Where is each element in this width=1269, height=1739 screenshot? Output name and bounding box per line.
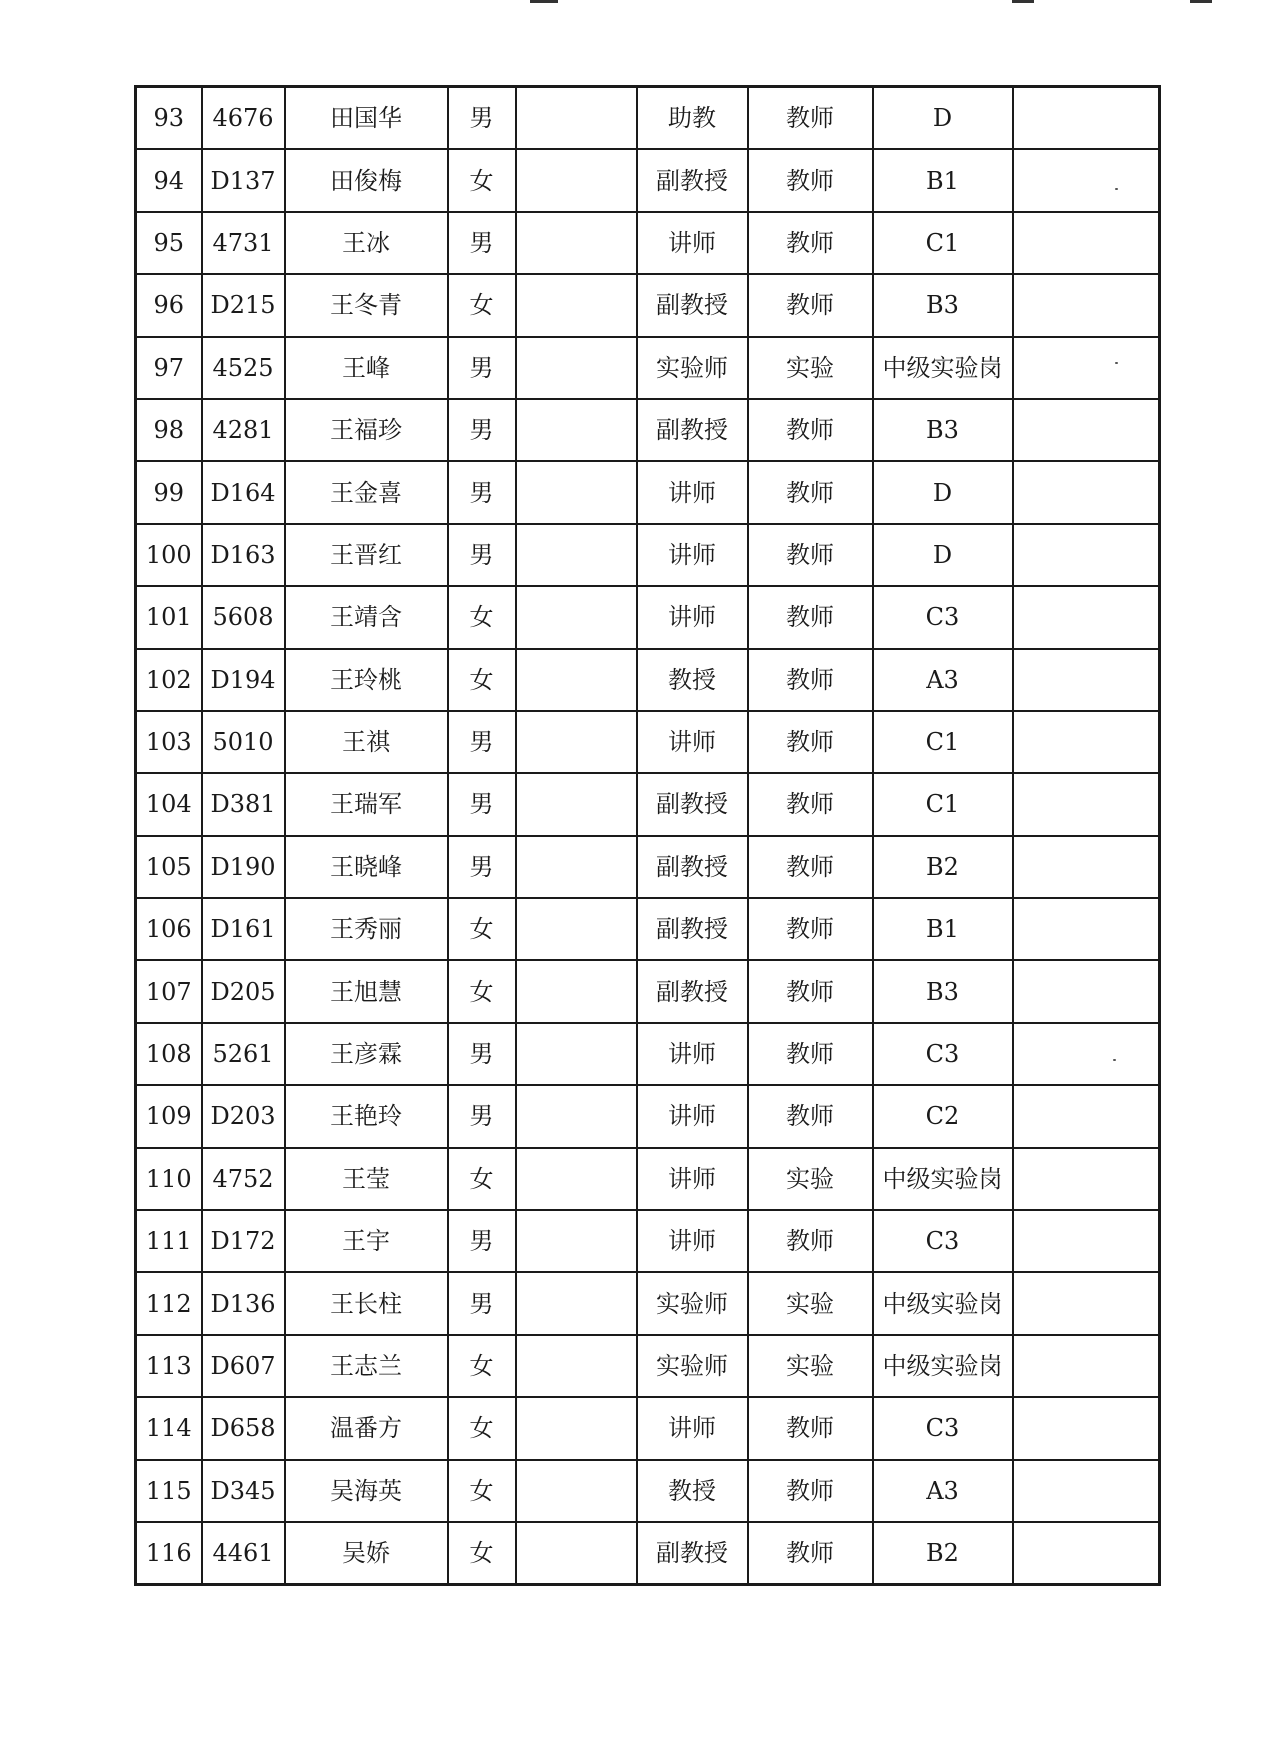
cell-remark	[1013, 586, 1160, 648]
cell-gender: 男	[448, 524, 516, 586]
cell-staff-id: D137	[202, 149, 285, 211]
cell-blank	[516, 649, 637, 711]
cell-post-grade: C1	[873, 711, 1013, 773]
cell-gender: 男	[448, 212, 516, 274]
cell-staff-id: 4525	[202, 337, 285, 399]
cell-remark	[1013, 898, 1160, 960]
cell-remark	[1013, 1335, 1160, 1397]
cell-post-grade: A3	[873, 649, 1013, 711]
staff-roster-table	[134, 85, 1161, 1586]
cell-professional-title: 副教授	[637, 836, 748, 898]
cell-serial-number: 116	[136, 1522, 202, 1585]
cell-post-grade: D	[873, 524, 1013, 586]
cell-post-grade: C3	[873, 1023, 1013, 1085]
cell-serial-number: 112	[136, 1272, 202, 1334]
cell-name: 王祺	[285, 711, 448, 773]
cell-gender: 男	[448, 1085, 516, 1147]
cell-post-category: 教师	[748, 274, 873, 336]
cell-serial-number: 105	[136, 836, 202, 898]
cell-professional-title: 讲师	[637, 1210, 748, 1272]
cell-blank	[516, 149, 637, 211]
cell-staff-id: D161	[202, 898, 285, 960]
cell-name: 田国华	[285, 87, 448, 150]
cell-serial-number: 97	[136, 337, 202, 399]
cell-gender: 男	[448, 711, 516, 773]
cell-serial-number: 106	[136, 898, 202, 960]
cell-post-grade: A3	[873, 1460, 1013, 1522]
cell-name: 吴娇	[285, 1522, 448, 1585]
cell-professional-title: 副教授	[637, 399, 748, 461]
cell-post-category: 教师	[748, 586, 873, 648]
cell-blank	[516, 524, 637, 586]
table-row	[136, 87, 1160, 150]
table-row	[136, 1272, 1160, 1334]
cell-staff-id: D215	[202, 274, 285, 336]
cell-name: 王秀丽	[285, 898, 448, 960]
cell-serial-number: 111	[136, 1210, 202, 1272]
cell-serial-number: 99	[136, 461, 202, 523]
cell-staff-id: 4281	[202, 399, 285, 461]
cell-professional-title: 副教授	[637, 149, 748, 211]
cell-remark	[1013, 649, 1160, 711]
table-row	[136, 836, 1160, 898]
cell-blank	[516, 1085, 637, 1147]
cell-serial-number: 108	[136, 1023, 202, 1085]
cell-name: 王彦霖	[285, 1023, 448, 1085]
cell-professional-title: 副教授	[637, 1522, 748, 1585]
cell-blank	[516, 586, 637, 648]
cell-post-grade: B2	[873, 1522, 1013, 1585]
cell-post-grade: C1	[873, 212, 1013, 274]
cell-name: 吴海英	[285, 1460, 448, 1522]
table-row	[136, 399, 1160, 461]
cell-post-category: 教师	[748, 1460, 873, 1522]
cell-gender: 男	[448, 1023, 516, 1085]
cell-gender: 男	[448, 87, 516, 150]
cell-staff-id: D163	[202, 524, 285, 586]
cell-name: 王瑞军	[285, 773, 448, 835]
cell-post-grade: C2	[873, 1085, 1013, 1147]
cell-post-category: 教师	[748, 87, 873, 150]
cell-serial-number: 95	[136, 212, 202, 274]
cell-staff-id: 5608	[202, 586, 285, 648]
cell-staff-id: D172	[202, 1210, 285, 1272]
cell-staff-id: D345	[202, 1460, 285, 1522]
cell-blank	[516, 1210, 637, 1272]
cell-post-grade: B3	[873, 399, 1013, 461]
cell-name: 王冬青	[285, 274, 448, 336]
cell-gender: 男	[448, 773, 516, 835]
cell-name: 王晋红	[285, 524, 448, 586]
cell-remark	[1013, 149, 1160, 211]
table-row	[136, 960, 1160, 1022]
cell-staff-id: 4676	[202, 87, 285, 150]
cell-post-category: 教师	[748, 1023, 873, 1085]
cell-remark	[1013, 1460, 1160, 1522]
cell-post-grade: B1	[873, 149, 1013, 211]
cell-post-grade: B1	[873, 898, 1013, 960]
cell-gender: 女	[448, 1397, 516, 1459]
cell-serial-number: 114	[136, 1397, 202, 1459]
cell-professional-title: 教授	[637, 649, 748, 711]
cell-name: 王靖含	[285, 586, 448, 648]
cell-serial-number: 96	[136, 274, 202, 336]
cell-serial-number: 100	[136, 524, 202, 586]
cell-remark	[1013, 836, 1160, 898]
table-row	[136, 461, 1160, 523]
cell-remark	[1013, 1397, 1160, 1459]
table-row	[136, 1210, 1160, 1272]
cell-serial-number: 110	[136, 1148, 202, 1210]
cell-blank	[516, 960, 637, 1022]
cell-professional-title: 副教授	[637, 898, 748, 960]
cell-name: 田俊梅	[285, 149, 448, 211]
cell-professional-title: 助教	[637, 87, 748, 150]
cell-post-category: 教师	[748, 1397, 873, 1459]
scan-mark-right	[1190, 0, 1212, 3]
cell-professional-title: 讲师	[637, 1085, 748, 1147]
cell-post-category: 教师	[748, 836, 873, 898]
cell-professional-title: 副教授	[637, 960, 748, 1022]
cell-name: 王金喜	[285, 461, 448, 523]
cell-staff-id: D194	[202, 649, 285, 711]
table-row	[136, 649, 1160, 711]
cell-name: 王玲桃	[285, 649, 448, 711]
table-row	[136, 1522, 1160, 1585]
cell-professional-title: 副教授	[637, 773, 748, 835]
cell-post-grade: C3	[873, 1210, 1013, 1272]
cell-remark	[1013, 461, 1160, 523]
cell-name: 温番方	[285, 1397, 448, 1459]
table-row	[136, 274, 1160, 336]
cell-serial-number: 109	[136, 1085, 202, 1147]
cell-post-category: 教师	[748, 898, 873, 960]
cell-post-category: 实验	[748, 1148, 873, 1210]
table-row	[136, 773, 1160, 835]
cell-post-category: 教师	[748, 461, 873, 523]
table-row	[136, 1397, 1160, 1459]
cell-name: 王福珍	[285, 399, 448, 461]
cell-post-category: 实验	[748, 337, 873, 399]
cell-post-category: 教师	[748, 524, 873, 586]
cell-professional-title: 讲师	[637, 212, 748, 274]
cell-post-category: 实验	[748, 1335, 873, 1397]
roster-body	[136, 87, 1160, 1585]
cell-blank	[516, 212, 637, 274]
cell-name: 王晓峰	[285, 836, 448, 898]
cell-blank	[516, 1397, 637, 1459]
cell-gender: 男	[448, 461, 516, 523]
cell-name: 王志兰	[285, 1335, 448, 1397]
cell-professional-title: 实验师	[637, 1272, 748, 1334]
cell-post-grade: 中级实验岗	[873, 1272, 1013, 1334]
cell-blank	[516, 836, 637, 898]
table-row	[136, 212, 1160, 274]
cell-blank	[516, 274, 637, 336]
cell-gender: 女	[448, 1522, 516, 1585]
table-row	[136, 898, 1160, 960]
cell-post-grade: 中级实验岗	[873, 337, 1013, 399]
cell-post-category: 教师	[748, 212, 873, 274]
cell-gender: 女	[448, 274, 516, 336]
cell-post-grade: B3	[873, 960, 1013, 1022]
cell-remark	[1013, 337, 1160, 399]
cell-serial-number: 93	[136, 87, 202, 150]
cell-post-category: 教师	[748, 960, 873, 1022]
cell-professional-title: 讲师	[637, 711, 748, 773]
cell-gender: 男	[448, 399, 516, 461]
cell-staff-id: D136	[202, 1272, 285, 1334]
cell-blank	[516, 1148, 637, 1210]
cell-remark	[1013, 399, 1160, 461]
scan-mark-left	[530, 0, 558, 3]
table-row	[136, 1085, 1160, 1147]
cell-remark	[1013, 524, 1160, 586]
table-row	[136, 586, 1160, 648]
cell-gender: 女	[448, 1460, 516, 1522]
cell-name: 王莹	[285, 1148, 448, 1210]
cell-staff-id: D190	[202, 836, 285, 898]
cell-post-grade: 中级实验岗	[873, 1335, 1013, 1397]
cell-professional-title: 讲师	[637, 524, 748, 586]
cell-staff-id: 4461	[202, 1522, 285, 1585]
cell-professional-title: 实验师	[637, 1335, 748, 1397]
cell-gender: 男	[448, 836, 516, 898]
cell-remark	[1013, 212, 1160, 274]
cell-gender: 男	[448, 1272, 516, 1334]
cell-post-grade: B2	[873, 836, 1013, 898]
cell-post-grade: D	[873, 87, 1013, 150]
cell-staff-id: D658	[202, 1397, 285, 1459]
cell-serial-number: 113	[136, 1335, 202, 1397]
cell-serial-number: 102	[136, 649, 202, 711]
cell-remark	[1013, 274, 1160, 336]
cell-name: 王冰	[285, 212, 448, 274]
cell-post-category: 教师	[748, 1085, 873, 1147]
cell-serial-number: 104	[136, 773, 202, 835]
cell-gender: 男	[448, 337, 516, 399]
cell-post-category: 教师	[748, 773, 873, 835]
cell-serial-number: 98	[136, 399, 202, 461]
cell-blank	[516, 1272, 637, 1334]
cell-professional-title: 讲师	[637, 586, 748, 648]
cell-post-grade: C1	[873, 773, 1013, 835]
cell-professional-title: 实验师	[637, 337, 748, 399]
cell-blank	[516, 1335, 637, 1397]
cell-serial-number: 94	[136, 149, 202, 211]
cell-post-category: 教师	[748, 149, 873, 211]
cell-blank	[516, 337, 637, 399]
cell-gender: 女	[448, 898, 516, 960]
cell-blank	[516, 898, 637, 960]
cell-post-grade: 中级实验岗	[873, 1148, 1013, 1210]
cell-staff-id: D164	[202, 461, 285, 523]
cell-professional-title: 讲师	[637, 461, 748, 523]
cell-serial-number: 115	[136, 1460, 202, 1522]
cell-professional-title: 副教授	[637, 274, 748, 336]
table-row	[136, 149, 1160, 211]
cell-post-category: 教师	[748, 649, 873, 711]
cell-remark	[1013, 711, 1160, 773]
cell-name: 王旭慧	[285, 960, 448, 1022]
table-row	[136, 524, 1160, 586]
table-row	[136, 711, 1160, 773]
table-row	[136, 1460, 1160, 1522]
cell-staff-id: 4752	[202, 1148, 285, 1210]
cell-staff-id: D203	[202, 1085, 285, 1147]
table-row	[136, 1335, 1160, 1397]
cell-blank	[516, 773, 637, 835]
cell-gender: 女	[448, 1335, 516, 1397]
cell-staff-id: D205	[202, 960, 285, 1022]
table-row	[136, 1023, 1160, 1085]
cell-remark	[1013, 1522, 1160, 1585]
cell-gender: 女	[448, 1148, 516, 1210]
table-row	[136, 1148, 1160, 1210]
cell-remark	[1013, 1210, 1160, 1272]
cell-gender: 女	[448, 960, 516, 1022]
cell-remark	[1013, 1023, 1160, 1085]
cell-post-grade: D	[873, 461, 1013, 523]
cell-staff-id: 4731	[202, 212, 285, 274]
cell-post-category: 实验	[748, 1272, 873, 1334]
cell-post-category: 教师	[748, 711, 873, 773]
cell-staff-id: D607	[202, 1335, 285, 1397]
cell-name: 王宇	[285, 1210, 448, 1272]
cell-post-category: 教师	[748, 1210, 873, 1272]
cell-serial-number: 101	[136, 586, 202, 648]
cell-post-grade: B3	[873, 274, 1013, 336]
cell-serial-number: 103	[136, 711, 202, 773]
cell-post-category: 教师	[748, 1522, 873, 1585]
cell-professional-title: 讲师	[637, 1397, 748, 1459]
cell-remark	[1013, 1272, 1160, 1334]
cell-professional-title: 教授	[637, 1460, 748, 1522]
cell-remark	[1013, 1085, 1160, 1147]
cell-gender: 女	[448, 149, 516, 211]
cell-gender: 男	[448, 1210, 516, 1272]
cell-blank	[516, 399, 637, 461]
cell-post-grade: C3	[873, 1397, 1013, 1459]
cell-staff-id: 5010	[202, 711, 285, 773]
cell-staff-id: D381	[202, 773, 285, 835]
cell-gender: 女	[448, 586, 516, 648]
cell-name: 王峰	[285, 337, 448, 399]
cell-remark	[1013, 87, 1160, 150]
cell-gender: 女	[448, 649, 516, 711]
cell-post-grade: C3	[873, 586, 1013, 648]
cell-remark	[1013, 1148, 1160, 1210]
cell-blank	[516, 1460, 637, 1522]
cell-blank	[516, 1522, 637, 1585]
cell-blank	[516, 711, 637, 773]
cell-professional-title: 讲师	[637, 1148, 748, 1210]
cell-post-category: 教师	[748, 399, 873, 461]
cell-staff-id: 5261	[202, 1023, 285, 1085]
cell-remark	[1013, 960, 1160, 1022]
cell-name: 王艳玲	[285, 1085, 448, 1147]
cell-blank	[516, 1023, 637, 1085]
scan-mark-mid	[1012, 0, 1034, 3]
cell-serial-number: 107	[136, 960, 202, 1022]
table-row	[136, 337, 1160, 399]
cell-remark	[1013, 773, 1160, 835]
cell-blank	[516, 87, 637, 150]
cell-professional-title: 讲师	[637, 1023, 748, 1085]
cell-name: 王长柱	[285, 1272, 448, 1334]
cell-blank	[516, 461, 637, 523]
